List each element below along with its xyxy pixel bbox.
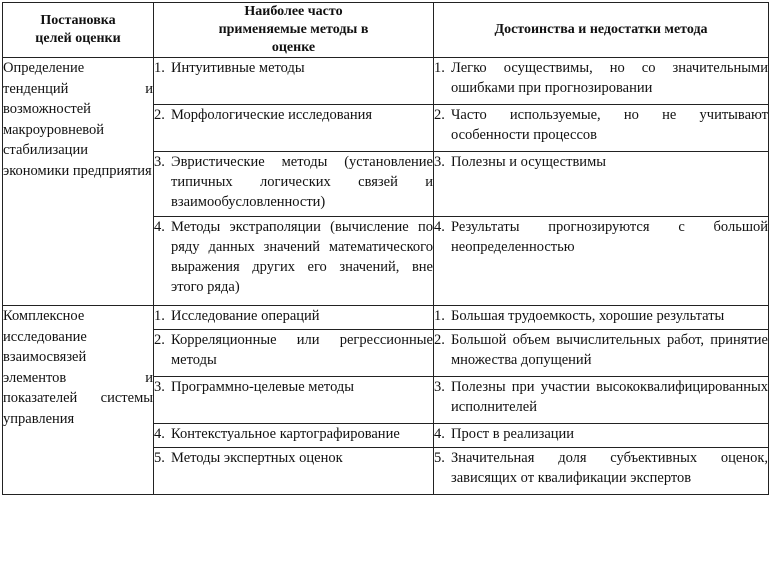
pros-num: 4. <box>434 219 445 235</box>
header-goal: Постановка целей оценки <box>3 3 154 58</box>
pros-cell <box>434 330 769 377</box>
pros-text: Полезны при участии высококвалифицированных исполнителей <box>451 379 768 415</box>
method-cell <box>154 448 434 495</box>
method-text: Корреляционные или регрессионные методы <box>171 332 433 368</box>
method-num: 3. <box>154 379 165 395</box>
pros-text: Легко осуществимы, но со значительными ошибками при прогнозировании <box>451 60 768 96</box>
pros-cell <box>434 152 769 217</box>
pros-text: Значительная доля субъективных оценок, зависящих от квалификации экспертов <box>451 450 768 486</box>
goal-cell-1: Определение тенденций и возможностей макроуровневой стабилизации экономики предприятия <box>3 58 154 306</box>
method-num: 5. <box>154 450 165 466</box>
pros-text: Результаты прогнозируются с большой неопределенностью <box>451 219 768 255</box>
goal-cell-2: Комплексное исследование взаимосвязей элементов и показателей системы управления <box>3 306 154 495</box>
pros-cell <box>434 217 769 306</box>
header-row <box>3 3 769 58</box>
pros-text: Полезны и осуществимы <box>451 154 606 170</box>
pros-text: Прост в реализации <box>451 426 575 442</box>
method-num: 3. <box>154 154 165 170</box>
method-text: Эвристические методы (установление типичных логических связей и взаимообусловленности) <box>171 154 433 210</box>
method-cell <box>154 377 434 424</box>
pros-num: 4. <box>434 426 445 442</box>
method-text: Методы экспертных оценок <box>171 450 343 466</box>
method-cell <box>154 152 434 217</box>
method-cell <box>154 306 434 330</box>
method-cell <box>154 58 434 105</box>
header-pros-cons: Достоинства и недостатки метода <box>434 3 769 58</box>
pros-cell <box>434 306 769 330</box>
method-text: Программно-целевые методы <box>171 379 355 395</box>
method-cell <box>154 105 434 152</box>
method-text: Методы экстраполяции (вычисление по ряду данных значений математического выражения других его значений, вне этого ряда) <box>171 219 433 295</box>
pros-cell <box>434 448 769 495</box>
pros-text: Большая трудоемкость, хорошие результаты <box>451 308 725 324</box>
method-num: 4. <box>154 219 165 235</box>
pros-cell <box>434 377 769 424</box>
pros-text: Часто используемые, но не учитывают особенности процессов <box>451 107 768 143</box>
pros-num: 3. <box>434 154 445 170</box>
method-num: 2. <box>154 107 165 123</box>
method-cell <box>154 217 434 306</box>
method-num: 4. <box>154 426 165 442</box>
pros-num: 1. <box>434 60 445 76</box>
table-row <box>3 306 769 330</box>
pros-num: 2. <box>434 107 445 123</box>
method-num: 1. <box>154 60 165 76</box>
method-text: Исследование операций <box>171 308 320 324</box>
method-num: 1. <box>154 308 165 324</box>
pros-cell <box>434 424 769 448</box>
pros-num: 5. <box>434 450 445 466</box>
table-row <box>3 58 769 105</box>
method-text: Контекстуальное картографирование <box>171 426 400 442</box>
pros-text: Большой объем вычислительных работ, принятие множества допущений <box>451 332 768 368</box>
pros-num: 3. <box>434 379 445 395</box>
method-text: Интуитивные методы <box>171 60 305 76</box>
pros-num: 1. <box>434 308 445 324</box>
pros-cell <box>434 58 769 105</box>
method-cell <box>154 330 434 377</box>
pros-cell <box>434 105 769 152</box>
methods-table <box>2 2 769 495</box>
header-methods: Наиболее часто применяемые методы в оценке <box>154 3 434 58</box>
method-text: Морфологические исследования <box>171 107 373 123</box>
pros-num: 2. <box>434 332 445 348</box>
method-cell <box>154 424 434 448</box>
method-num: 2. <box>154 332 165 348</box>
